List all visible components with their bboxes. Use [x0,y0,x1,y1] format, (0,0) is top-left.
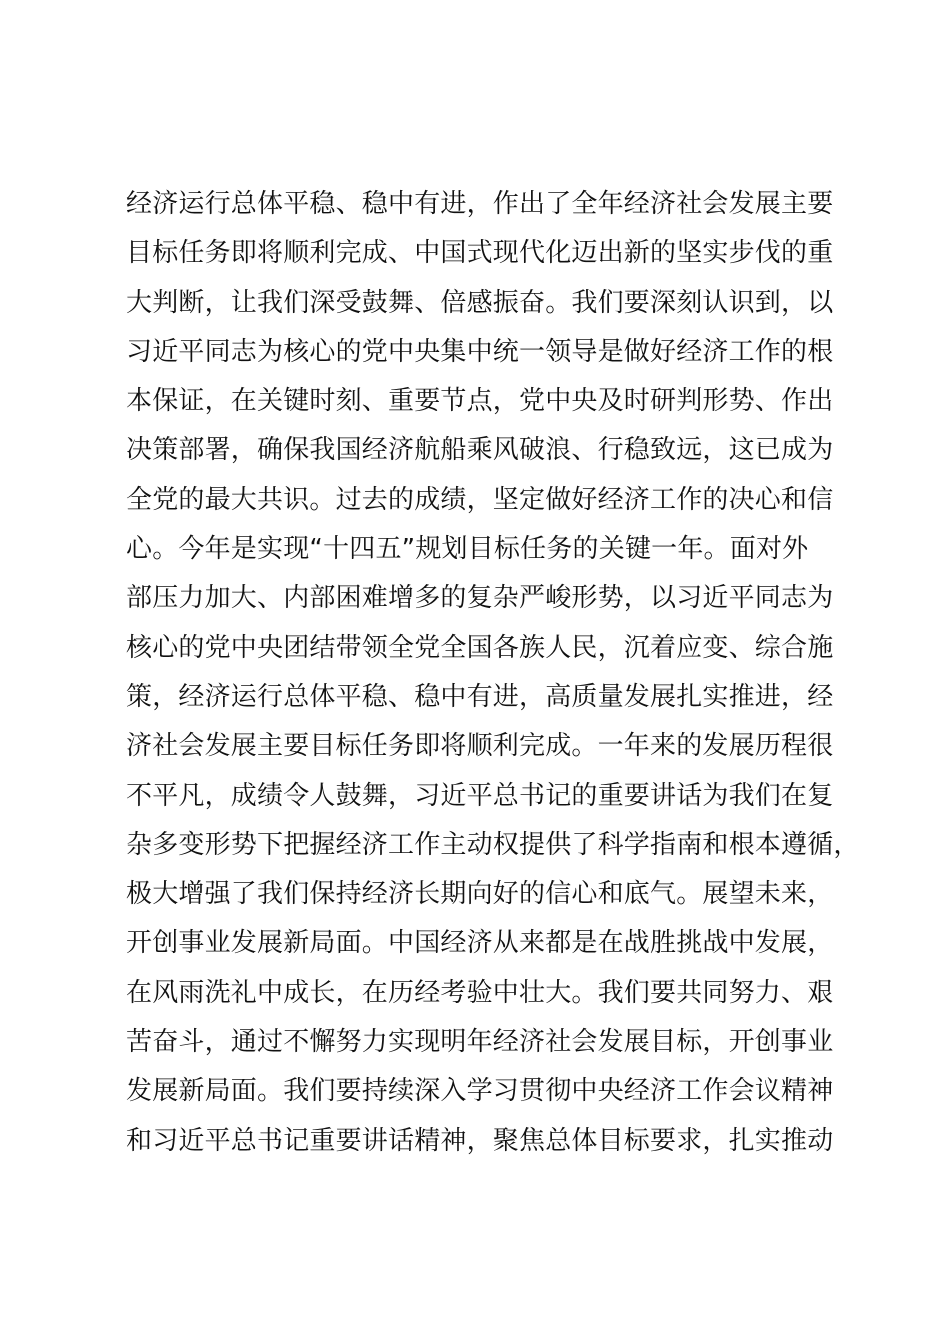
text-line: 苦奋斗，通过不懈努力实现明年经济社会发展目标，开创事业 [126,1027,834,1058]
text-line: 大判断，让我们深受鼓舞、倍感振奋。我们要深刻认识到，以 [126,287,834,318]
text-line: 和习近平总书记重要讲话精神，聚焦总体目标要求，扎实推动 [126,1125,834,1156]
text-line: 目标任务即将顺利完成、中国式现代化迈出新的坚实步伐的重 [126,238,834,269]
text-line: 策，经济运行总体平稳、稳中有进，高质量发展扎实推进，经 [126,681,834,712]
text-line: 决策部署，确保我国经济航船乘风破浪、行稳致远，这已成为 [126,435,834,466]
text-line: 核心的党中央团结带领全党全国各族人民，沉着应变、综合施 [126,632,834,663]
text-line: 部压力加大、内部困难增多的复杂严峻形势，以习近平同志为 [126,583,834,614]
text-line: 心。今年是实现“十四五”规划目标任务的关键一年。面对外 [126,534,809,565]
text-line: 杂多变形势下把握经济工作主动权提供了科学指南和根本遵循， [126,829,860,860]
text-line: 本保证，在关键时刻、重要节点，党中央及时研判形势、作出 [126,386,834,417]
text-line: 极大增强了我们保持经济长期向好的信心和底气。展望未来， [126,879,834,910]
text-line: 经济运行总体平稳、稳中有进，作出了全年经济社会发展主要 [126,189,834,219]
text-line: 济社会发展主要目标任务即将顺利完成。一年来的发展历程很 [126,731,834,762]
text-line: 发展新局面。我们要持续深入学习贯彻中央经济工作会议精神 [126,1076,834,1107]
text-line: 习近平同志为核心的党中央集中统一领导是做好经济工作的根 [126,336,834,367]
body-text [126,180,860,1166]
text-line: 开创事业发展新局面。中国经济从来都是在战胜挑战中发展， [126,928,834,959]
text-line: 全党的最大共识。过去的成绩，坚定做好经济工作的决心和信 [126,484,834,515]
text-line: 在风雨洗礼中成长，在历经考验中壮大。我们要共同努力、艰 [126,977,834,1008]
text-line: 不平凡，成绩令人鼓舞，习近平总书记的重要讲话为我们在复 [126,780,834,811]
